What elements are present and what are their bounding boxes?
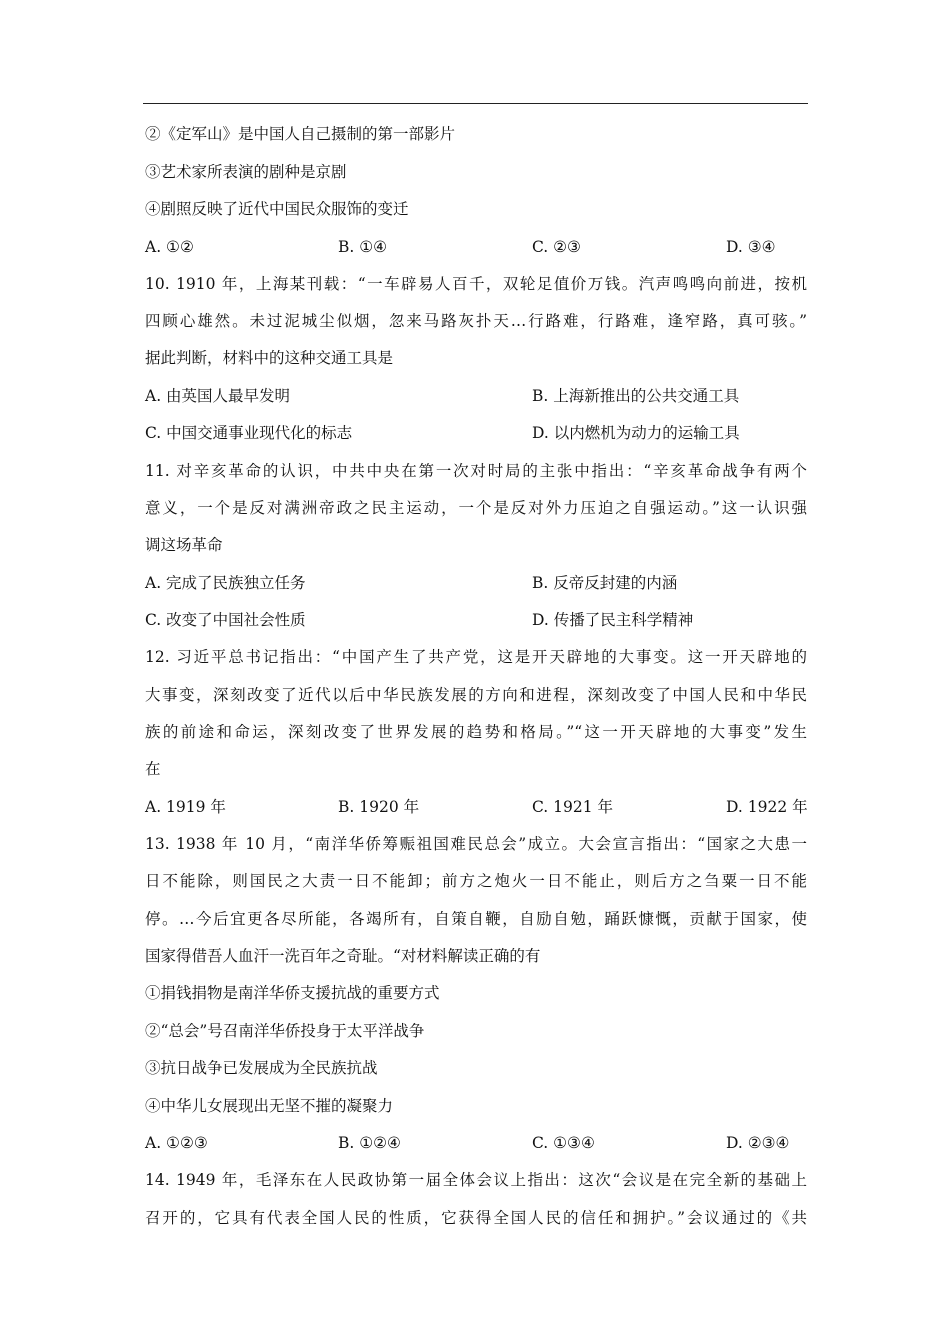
q9-option-a[interactable]: A. ①② <box>145 238 194 256</box>
q9-option-d[interactable]: D. ③④ <box>726 238 776 256</box>
q11-stem-line-2: 意义，一个是反对满洲帝政之民主运动，一个是反对外力压迫之自强运动。”这一认识强 <box>145 499 807 517</box>
q10-option-a[interactable]: A. 由英国人最早发明 <box>145 387 291 405</box>
q11-stem-line-3: 调这场革命 <box>145 536 223 554</box>
q9-statement-4: ④剧照反映了近代中国民众服饰的变迁 <box>145 200 409 218</box>
q9-statement-2: ②《定军山》是中国人自己摄制的第一部影片 <box>145 125 456 143</box>
q13-option-d[interactable]: D. ②③④ <box>726 1134 790 1152</box>
q12-stem-line-2: 大事变，深刻改变了近代以后中华民族发展的方向和进程，深刻改变了中国人民和中华民 <box>145 686 807 704</box>
q11-option-d[interactable]: D. 传播了民主科学精神 <box>532 611 694 629</box>
q13-statement-2: ②“总会”号召南洋华侨投身于太平洋战争 <box>145 1022 425 1040</box>
q12-stem-line-4: 在 <box>145 760 161 778</box>
q11-option-a[interactable]: A. 完成了民族独立任务 <box>145 574 306 592</box>
q10-stem-line-2: 四顾心雄然。未过泥城尘似烟，忽来马路灰扑天…行路难，行路难，逢窄路，真可骇。” <box>145 312 807 330</box>
q11-stem-line-1: 11. 对辛亥革命的认识，中共中央在第一次对时局的主张中指出：“辛亥革命战争有两个 <box>145 462 807 480</box>
q12-option-c[interactable]: C. 1921 年 <box>532 798 614 816</box>
q11-option-c[interactable]: C. 改变了中国社会性质 <box>145 611 306 629</box>
q13-stem-line-1: 13. 1938 年 10 月，“南洋华侨筹赈祖国难民总会”成立。大会宣言指出：“国家之大患一 <box>145 835 807 853</box>
q13-stem-line-2: 日不能除，则国民之大责一日不能卸；前方之炮火一日不能止，则后方之刍粟一日不能 <box>145 872 807 890</box>
q12-stem-line-1: 12. 习近平总书记指出：“中国产生了共产党，这是开天辟地的大事变。这一开天辟地的 <box>145 648 807 666</box>
q10-stem-line-3: 据此判断，材料中的这种交通工具是 <box>145 349 394 367</box>
q12-stem-line-3: 族的前途和命运，深刻改变了世界发展的趋势和格局。”“这一开天辟地的大事变”发生 <box>145 723 807 741</box>
header-rule <box>143 103 808 104</box>
q10-option-b[interactable]: B. 上海新推出的公共交通工具 <box>532 387 740 405</box>
q13-option-b[interactable]: B. ①②④ <box>338 1134 401 1152</box>
q10-stem-line-1: 10. 1910 年，上海某刊载：“一车辟易人百千，双轮足值价万钱。汽声鸣鸣向前进，按机 <box>145 275 807 293</box>
q12-option-b[interactable]: B. 1920 年 <box>338 798 420 816</box>
q9-statement-3: ③艺术家所表演的剧种是京剧 <box>145 163 347 181</box>
q9-option-b[interactable]: B. ①④ <box>338 238 388 256</box>
q10-option-d[interactable]: D. 以内燃机为动力的运输工具 <box>532 424 740 442</box>
q11-option-b[interactable]: B. 反帝反封建的内涵 <box>532 574 678 592</box>
q14-stem-line-2: 召开的，它具有代表全国人民的性质，它获得全国人民的信任和拥护。”会议通过的《共 <box>145 1209 807 1227</box>
q13-statement-1: ①捐钱捐物是南洋华侨支援抗战的重要方式 <box>145 984 440 1002</box>
q10-option-c[interactable]: C. 中国交通事业现代化的标志 <box>145 424 353 442</box>
q13-statement-3: ③抗日战争已发展成为全民族抗战 <box>145 1059 378 1077</box>
q13-stem-line-3: 停。…今后宜更各尽所能，各竭所有，自策自鞭，自励自勉，踊跃慷慨，贡献于国家，使 <box>145 910 807 928</box>
q12-option-d[interactable]: D. 1922 年 <box>726 798 808 816</box>
q13-option-a[interactable]: A. ①②③ <box>145 1134 208 1152</box>
q9-option-c[interactable]: C. ②③ <box>532 238 581 256</box>
q12-option-a[interactable]: A. 1919 年 <box>145 798 226 816</box>
q13-statement-4: ④中华儿女展现出无坚不摧的凝聚力 <box>145 1097 394 1115</box>
q13-stem-line-4: 国家得借吾人血汗一洗百年之奇耻。“对材料解读正确的有 <box>145 947 541 965</box>
q13-option-c[interactable]: C. ①③④ <box>532 1134 595 1152</box>
q14-stem-line-1: 14. 1949 年，毛泽东在人民政协第一届全体会议上指出：这次“会议是在完全新的基础上 <box>145 1171 807 1189</box>
